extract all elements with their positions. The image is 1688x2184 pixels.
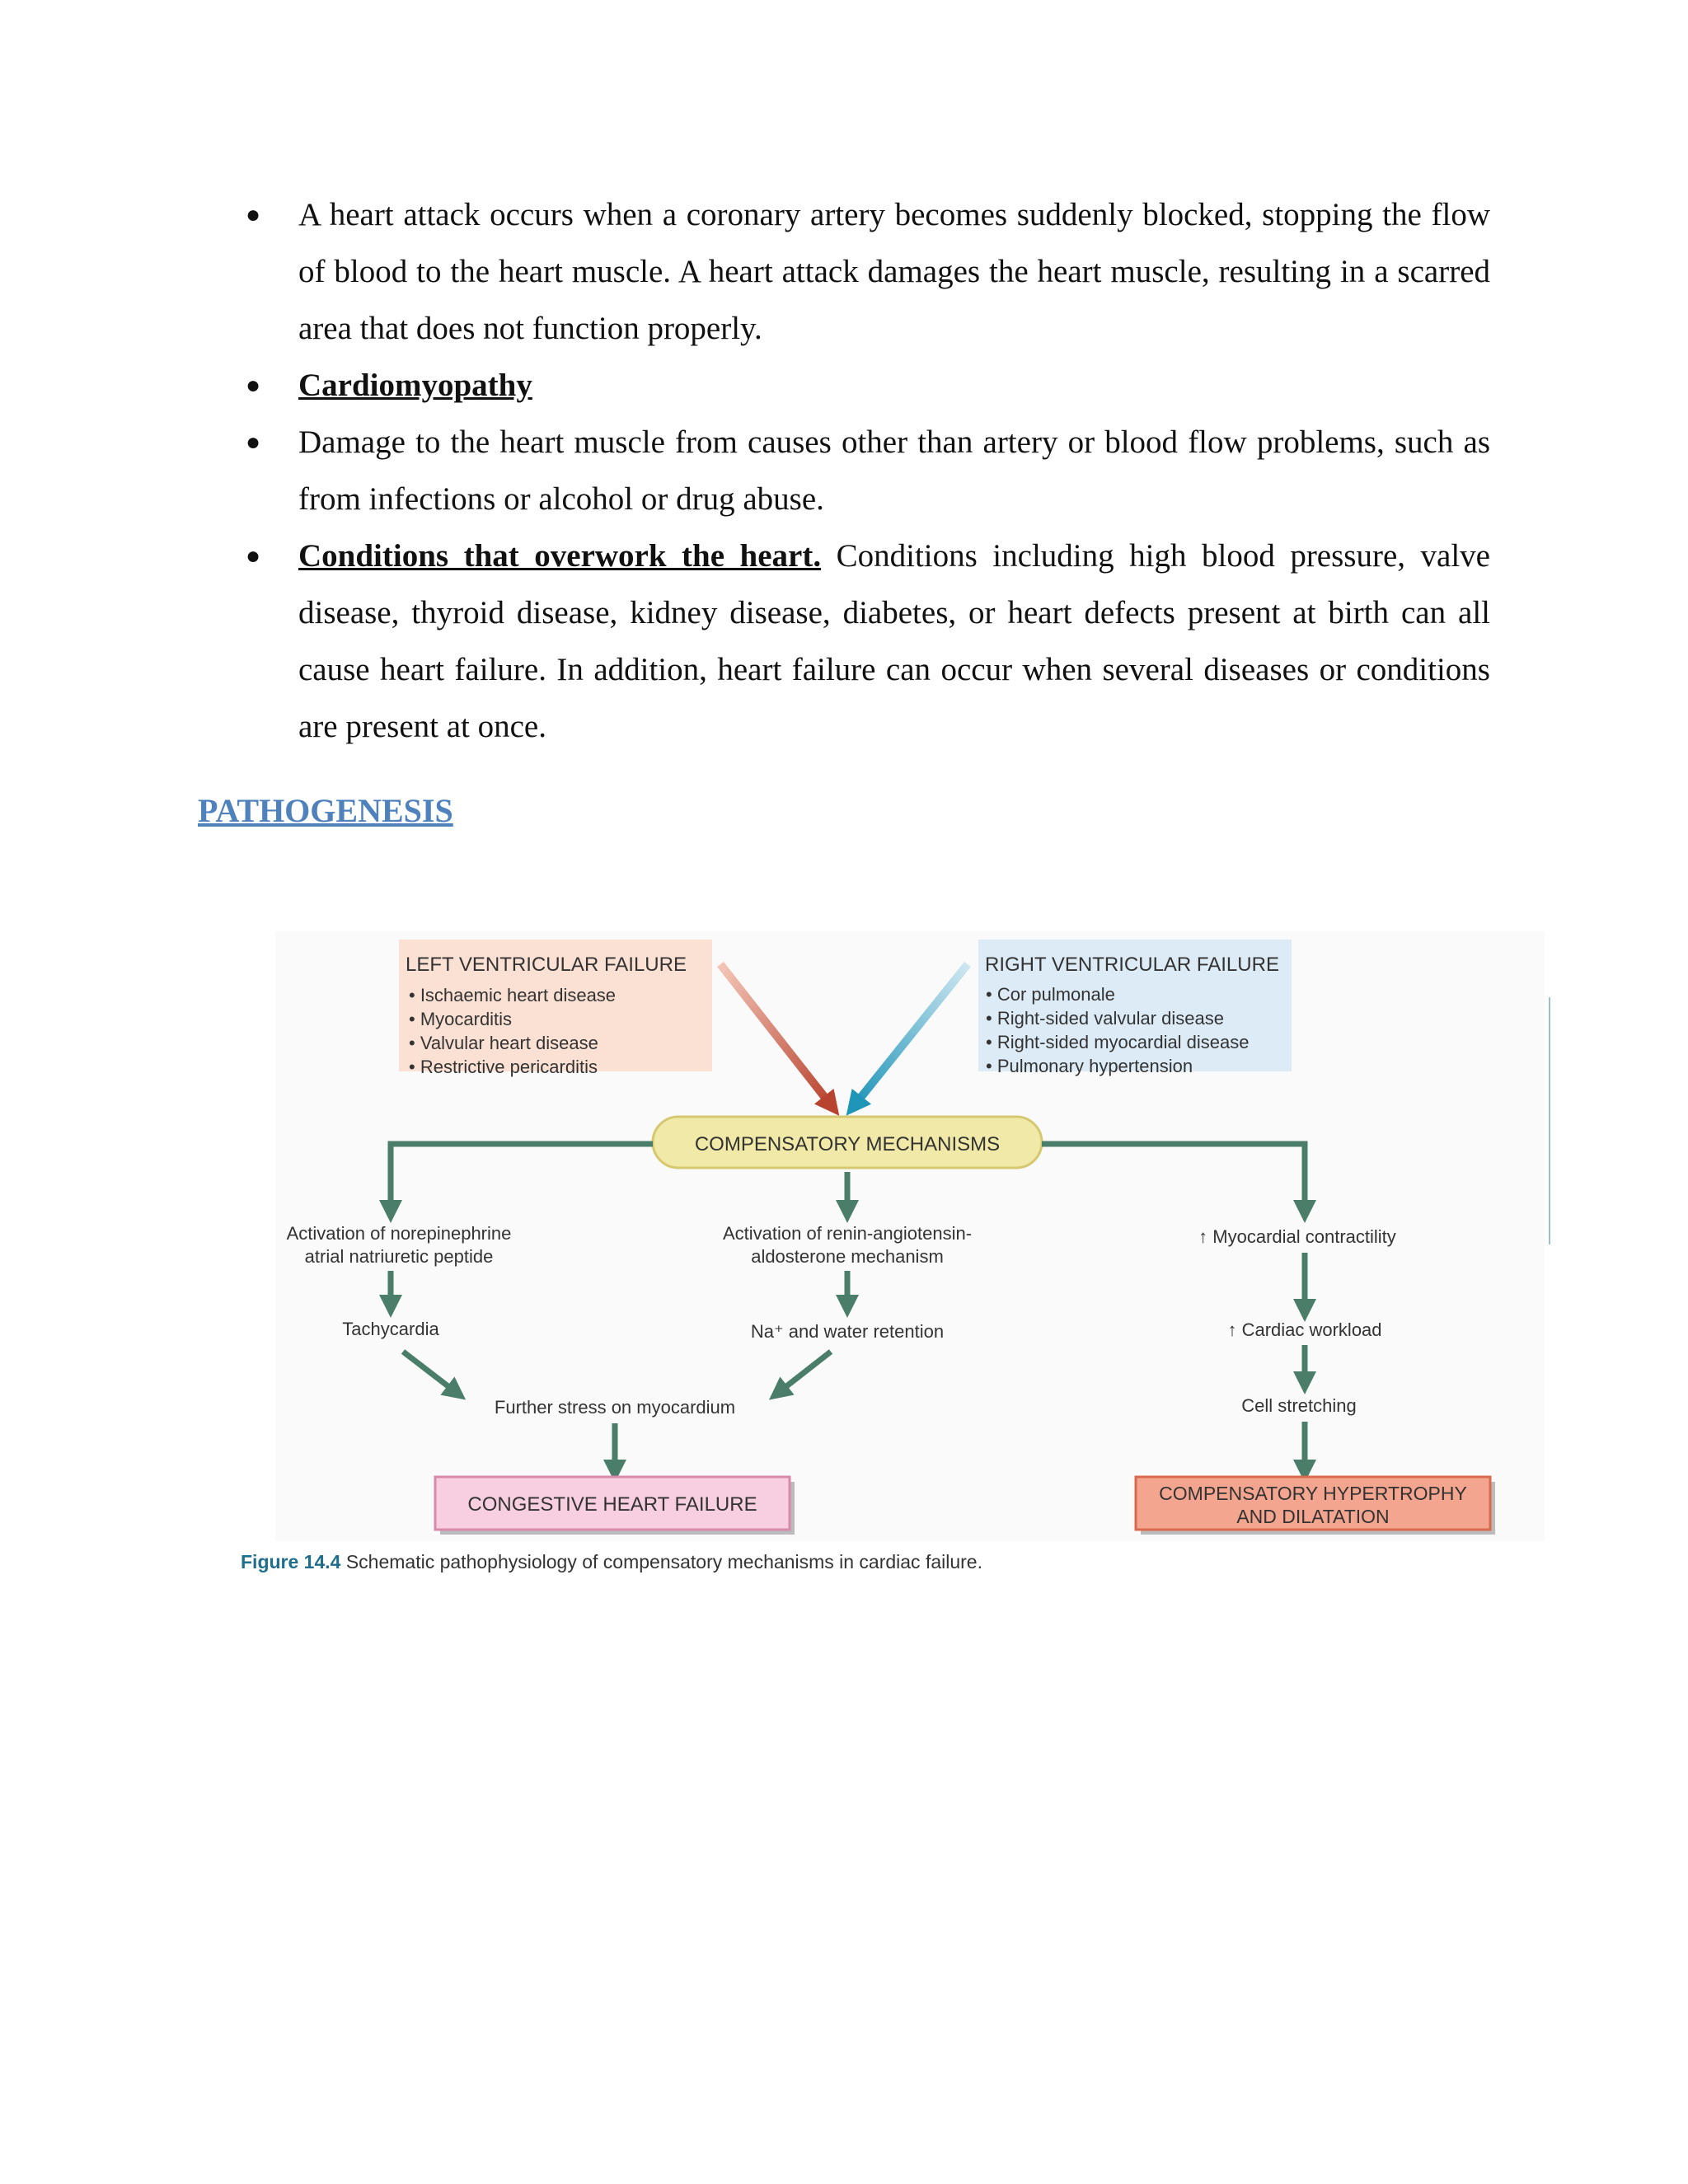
bullet-heading: Cardiomyopathy	[298, 368, 532, 403]
list-item	[198, 527, 1490, 755]
left-activation-line-1: Activation of norepinephrine	[286, 1223, 512, 1244]
bullet-icon: ●	[246, 372, 261, 399]
pathophysiology-diagram	[234, 931, 1553, 1591]
right-failure-title: RIGHT VENTRICULAR FAILURE	[985, 954, 1279, 976]
bullet-icon: ●	[246, 429, 261, 456]
bullet-icon: ●	[246, 542, 261, 569]
bullet-text: Damage to the heart muscle from causes other than artery or blood flow problems, such as from infections or alcohol or drug abuse.	[298, 424, 1490, 517]
left-activation-line-2: atrial natriuretic peptide	[304, 1246, 494, 1267]
bullet-heading: Conditions that overwork the heart.	[298, 538, 822, 574]
left-item-4: • Restrictive pericarditis	[409, 1057, 598, 1077]
list-item	[198, 357, 1490, 414]
left-item-2: • Myocarditis	[409, 1009, 513, 1029]
further-stress-label: Further stress on myocardium	[494, 1397, 736, 1418]
cardiac-workload-label: ↑ Cardiac workload	[1227, 1319, 1382, 1340]
mid-activation-line-2: aldosterone mechanism	[751, 1246, 944, 1267]
list-item	[198, 186, 1490, 357]
left-failure-title: LEFT VENTRICULAR FAILURE	[406, 954, 687, 976]
figure-caption-text: Schematic pathophysiology of compensatory mechanisms in cardiac failure.	[340, 1551, 982, 1572]
right-item-3: • Right-sided myocardial disease	[986, 1032, 1250, 1052]
left-item-1: • Ischaemic heart disease	[409, 985, 617, 1005]
section-heading: PATHOGENESIS	[198, 792, 453, 829]
right-item-1: • Cor pulmonale	[986, 984, 1115, 1005]
figure-caption	[241, 1551, 982, 1573]
hypertrophy-label-2: AND DILATATION	[1236, 1506, 1390, 1527]
cause-list	[198, 186, 1490, 755]
right-item-2: • Right-sided valvular disease	[986, 1008, 1224, 1029]
list-item	[198, 414, 1490, 527]
cell-stretching-label: Cell stretching	[1241, 1395, 1357, 1416]
hypertrophy-label-1: COMPENSATORY HYPERTROPHY	[1159, 1483, 1467, 1504]
left-item-3: • Valvular heart disease	[409, 1033, 598, 1053]
mid-activation-line-1: Activation of renin-angiotensin-	[722, 1223, 973, 1244]
right-item-4: • Pulmonary hypertension	[986, 1056, 1193, 1076]
figure-caption-label: Figure 14.4	[241, 1551, 341, 1572]
bullet-text: A heart attack occurs when a coronary artery becomes suddenly blocked, stopping the flow of blood to the heart muscle. A heart attack damages the heart muscle, resulting in a scarred area that does not function properly.	[298, 197, 1490, 346]
tachycardia-label: Tachycardia	[342, 1319, 439, 1339]
compensatory-mechanisms-label: COMPENSATORY MECHANISMS	[694, 1133, 1001, 1155]
bullet-icon: ●	[246, 201, 261, 228]
myocardial-contractility-label: ↑ Myocardial contractility	[1198, 1226, 1396, 1247]
chf-label: CONGESTIVE HEART FAILURE	[467, 1493, 757, 1516]
sodium-retention-label: Na⁺ and water retention	[750, 1321, 945, 1342]
bullet-text: Conditions including high blood pressure, valve disease, thyroid disease, kidney disease, diabetes, or heart defects present at birth can all cause heart failure. In addition, heart failure can occur when several diseases or conditions are present at once.	[298, 538, 1490, 744]
